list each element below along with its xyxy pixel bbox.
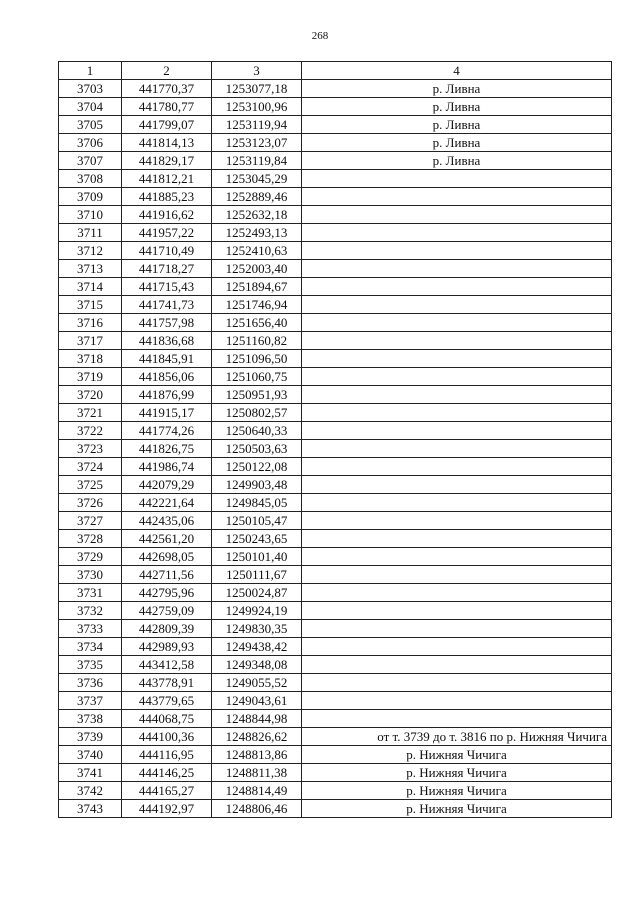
point-number-cell: 3718 bbox=[59, 350, 122, 368]
table-row bbox=[59, 80, 612, 98]
y-coordinate-cell: 1249830,35 bbox=[212, 620, 302, 638]
y-coordinate-cell: 1250243,65 bbox=[212, 530, 302, 548]
y-coordinate-cell: 1253045,29 bbox=[212, 170, 302, 188]
x-coordinate-cell: 441757,98 bbox=[122, 314, 212, 332]
y-coordinate-cell: 1248806,46 bbox=[212, 800, 302, 818]
table-row bbox=[59, 782, 612, 800]
table-row bbox=[59, 224, 612, 242]
y-coordinate-cell: 1253119,94 bbox=[212, 116, 302, 134]
x-coordinate-cell: 444116,95 bbox=[122, 746, 212, 764]
x-coordinate-cell: 441710,49 bbox=[122, 242, 212, 260]
y-coordinate-cell: 1253077,18 bbox=[212, 80, 302, 98]
x-coordinate-cell: 444068,75 bbox=[122, 710, 212, 728]
point-number-cell: 3719 bbox=[59, 368, 122, 386]
description-cell bbox=[302, 404, 612, 422]
table-row bbox=[59, 170, 612, 188]
x-coordinate-cell: 441741,73 bbox=[122, 296, 212, 314]
y-coordinate-cell: 1250111,67 bbox=[212, 566, 302, 584]
description-cell bbox=[302, 314, 612, 332]
description-cell bbox=[302, 440, 612, 458]
x-coordinate-cell: 441836,68 bbox=[122, 332, 212, 350]
y-coordinate-cell: 1252632,18 bbox=[212, 206, 302, 224]
x-coordinate-cell: 444146,25 bbox=[122, 764, 212, 782]
x-coordinate-cell: 442561,20 bbox=[122, 530, 212, 548]
point-number-cell: 3704 bbox=[59, 98, 122, 116]
point-number-cell: 3726 bbox=[59, 494, 122, 512]
point-number-cell: 3713 bbox=[59, 260, 122, 278]
x-coordinate-cell: 441814,13 bbox=[122, 134, 212, 152]
table-row bbox=[59, 710, 612, 728]
table-row bbox=[59, 296, 612, 314]
y-coordinate-cell: 1251060,75 bbox=[212, 368, 302, 386]
x-coordinate-cell: 441774,26 bbox=[122, 422, 212, 440]
table-row bbox=[59, 206, 612, 224]
table-body bbox=[59, 80, 612, 818]
table-row bbox=[59, 368, 612, 386]
table-row bbox=[59, 800, 612, 818]
x-coordinate-cell: 442989,93 bbox=[122, 638, 212, 656]
description-cell bbox=[302, 656, 612, 674]
point-number-cell: 3712 bbox=[59, 242, 122, 260]
point-number-cell: 3731 bbox=[59, 584, 122, 602]
point-number-cell: 3707 bbox=[59, 152, 122, 170]
table-row bbox=[59, 440, 612, 458]
point-number-cell: 3740 bbox=[59, 746, 122, 764]
description-cell bbox=[302, 476, 612, 494]
table-row bbox=[59, 728, 612, 746]
table-row bbox=[59, 692, 612, 710]
y-coordinate-cell: 1252003,40 bbox=[212, 260, 302, 278]
y-coordinate-cell: 1251894,67 bbox=[212, 278, 302, 296]
point-number-cell: 3735 bbox=[59, 656, 122, 674]
point-number-cell: 3721 bbox=[59, 404, 122, 422]
x-coordinate-cell: 443412,58 bbox=[122, 656, 212, 674]
column-header-4: 4 bbox=[302, 62, 612, 80]
table-row bbox=[59, 476, 612, 494]
y-coordinate-cell: 1250640,33 bbox=[212, 422, 302, 440]
description-cell bbox=[302, 602, 612, 620]
y-coordinate-cell: 1253123,07 bbox=[212, 134, 302, 152]
description-cell bbox=[302, 692, 612, 710]
x-coordinate-cell: 443778,91 bbox=[122, 674, 212, 692]
table-row bbox=[59, 278, 612, 296]
table-row bbox=[59, 98, 612, 116]
description-cell: р. Нижняя Чичига bbox=[302, 764, 612, 782]
y-coordinate-cell: 1248826,62 bbox=[212, 728, 302, 746]
x-coordinate-cell: 444192,97 bbox=[122, 800, 212, 818]
table-row bbox=[59, 764, 612, 782]
description-cell: от т. 3739 до т. 3816 по р. Нижняя Чичига bbox=[302, 728, 612, 746]
y-coordinate-cell: 1251096,50 bbox=[212, 350, 302, 368]
point-number-cell: 3732 bbox=[59, 602, 122, 620]
table-row bbox=[59, 386, 612, 404]
description-cell bbox=[302, 242, 612, 260]
x-coordinate-cell: 442809,39 bbox=[122, 620, 212, 638]
y-coordinate-cell: 1249348,08 bbox=[212, 656, 302, 674]
table-row bbox=[59, 116, 612, 134]
y-coordinate-cell: 1250101,40 bbox=[212, 548, 302, 566]
point-number-cell: 3743 bbox=[59, 800, 122, 818]
description-cell bbox=[302, 548, 612, 566]
point-number-cell: 3729 bbox=[59, 548, 122, 566]
y-coordinate-cell: 1248811,38 bbox=[212, 764, 302, 782]
table-row bbox=[59, 314, 612, 332]
x-coordinate-cell: 441885,23 bbox=[122, 188, 212, 206]
x-coordinate-cell: 441957,22 bbox=[122, 224, 212, 242]
description-cell bbox=[302, 530, 612, 548]
x-coordinate-cell: 442435,06 bbox=[122, 512, 212, 530]
description-cell bbox=[302, 674, 612, 692]
table-row bbox=[59, 350, 612, 368]
x-coordinate-cell: 443779,65 bbox=[122, 692, 212, 710]
description-cell bbox=[302, 422, 612, 440]
description-cell bbox=[302, 512, 612, 530]
point-number-cell: 3714 bbox=[59, 278, 122, 296]
y-coordinate-cell: 1249043,61 bbox=[212, 692, 302, 710]
description-cell: р. Нижняя Чичига bbox=[302, 800, 612, 818]
coordinates-table bbox=[58, 61, 612, 818]
point-number-cell: 3724 bbox=[59, 458, 122, 476]
description-cell: р. Ливна bbox=[302, 152, 612, 170]
x-coordinate-cell: 441856,06 bbox=[122, 368, 212, 386]
table-row bbox=[59, 746, 612, 764]
table-row bbox=[59, 548, 612, 566]
x-coordinate-cell: 442759,09 bbox=[122, 602, 212, 620]
description-cell: р. Ливна bbox=[302, 116, 612, 134]
description-cell: р. Ливна bbox=[302, 98, 612, 116]
table-row bbox=[59, 584, 612, 602]
description-cell bbox=[302, 494, 612, 512]
y-coordinate-cell: 1250122,08 bbox=[212, 458, 302, 476]
description-cell bbox=[302, 170, 612, 188]
table-row bbox=[59, 656, 612, 674]
x-coordinate-cell: 441986,74 bbox=[122, 458, 212, 476]
description-cell bbox=[302, 260, 612, 278]
y-coordinate-cell: 1253100,96 bbox=[212, 98, 302, 116]
table-row bbox=[59, 566, 612, 584]
point-number-cell: 3717 bbox=[59, 332, 122, 350]
table-row bbox=[59, 458, 612, 476]
y-coordinate-cell: 1250802,57 bbox=[212, 404, 302, 422]
table-row bbox=[59, 620, 612, 638]
description-cell bbox=[302, 566, 612, 584]
table-row bbox=[59, 512, 612, 530]
point-number-cell: 3715 bbox=[59, 296, 122, 314]
y-coordinate-cell: 1250503,63 bbox=[212, 440, 302, 458]
point-number-cell: 3722 bbox=[59, 422, 122, 440]
table-row bbox=[59, 188, 612, 206]
table-row bbox=[59, 674, 612, 692]
description-cell: р. Нижняя Чичига bbox=[302, 746, 612, 764]
x-coordinate-cell: 441845,91 bbox=[122, 350, 212, 368]
description-cell bbox=[302, 206, 612, 224]
y-coordinate-cell: 1253119,84 bbox=[212, 152, 302, 170]
description-cell bbox=[302, 458, 612, 476]
y-coordinate-cell: 1251746,94 bbox=[212, 296, 302, 314]
point-number-cell: 3708 bbox=[59, 170, 122, 188]
x-coordinate-cell: 441812,21 bbox=[122, 170, 212, 188]
x-coordinate-cell: 441715,43 bbox=[122, 278, 212, 296]
x-coordinate-cell: 442698,05 bbox=[122, 548, 212, 566]
y-coordinate-cell: 1251160,82 bbox=[212, 332, 302, 350]
y-coordinate-cell: 1249438,42 bbox=[212, 638, 302, 656]
column-header-1: 1 bbox=[59, 62, 122, 80]
y-coordinate-cell: 1249055,52 bbox=[212, 674, 302, 692]
point-number-cell: 3728 bbox=[59, 530, 122, 548]
description-cell bbox=[302, 350, 612, 368]
point-number-cell: 3710 bbox=[59, 206, 122, 224]
table-header-row bbox=[59, 62, 612, 80]
table-row bbox=[59, 332, 612, 350]
description-cell bbox=[302, 278, 612, 296]
point-number-cell: 3716 bbox=[59, 314, 122, 332]
point-number-cell: 3711 bbox=[59, 224, 122, 242]
y-coordinate-cell: 1252493,13 bbox=[212, 224, 302, 242]
description-cell: р. Ливна bbox=[302, 80, 612, 98]
point-number-cell: 3709 bbox=[59, 188, 122, 206]
page-number: 268 bbox=[311, 30, 329, 42]
point-number-cell: 3734 bbox=[59, 638, 122, 656]
table-row bbox=[59, 404, 612, 422]
x-coordinate-cell: 441718,27 bbox=[122, 260, 212, 278]
point-number-cell: 3703 bbox=[59, 80, 122, 98]
description-cell: р. Ливна bbox=[302, 134, 612, 152]
x-coordinate-cell: 441916,62 bbox=[122, 206, 212, 224]
x-coordinate-cell: 442221,64 bbox=[122, 494, 212, 512]
point-number-cell: 3720 bbox=[59, 386, 122, 404]
x-coordinate-cell: 441770,37 bbox=[122, 80, 212, 98]
point-number-cell: 3739 bbox=[59, 728, 122, 746]
description-cell bbox=[302, 386, 612, 404]
point-number-cell: 3725 bbox=[59, 476, 122, 494]
x-coordinate-cell: 444165,27 bbox=[122, 782, 212, 800]
table-row bbox=[59, 134, 612, 152]
table-row bbox=[59, 494, 612, 512]
x-coordinate-cell: 441829,17 bbox=[122, 152, 212, 170]
x-coordinate-cell: 441826,75 bbox=[122, 440, 212, 458]
y-coordinate-cell: 1250024,87 bbox=[212, 584, 302, 602]
table-row bbox=[59, 242, 612, 260]
x-coordinate-cell: 441915,17 bbox=[122, 404, 212, 422]
description-cell bbox=[302, 620, 612, 638]
description-cell bbox=[302, 296, 612, 314]
point-number-cell: 3737 bbox=[59, 692, 122, 710]
y-coordinate-cell: 1252889,46 bbox=[212, 188, 302, 206]
description-cell bbox=[302, 710, 612, 728]
point-number-cell: 3736 bbox=[59, 674, 122, 692]
description-cell bbox=[302, 368, 612, 386]
y-coordinate-cell: 1249903,48 bbox=[212, 476, 302, 494]
y-coordinate-cell: 1250951,93 bbox=[212, 386, 302, 404]
x-coordinate-cell: 444100,36 bbox=[122, 728, 212, 746]
x-coordinate-cell: 441780,77 bbox=[122, 98, 212, 116]
x-coordinate-cell: 441876,99 bbox=[122, 386, 212, 404]
y-coordinate-cell: 1248814,49 bbox=[212, 782, 302, 800]
point-number-cell: 3741 bbox=[59, 764, 122, 782]
x-coordinate-cell: 441799,07 bbox=[122, 116, 212, 134]
y-coordinate-cell: 1252410,63 bbox=[212, 242, 302, 260]
point-number-cell: 3723 bbox=[59, 440, 122, 458]
table-row bbox=[59, 530, 612, 548]
point-number-cell: 3705 bbox=[59, 116, 122, 134]
point-number-cell: 3706 bbox=[59, 134, 122, 152]
point-number-cell: 3738 bbox=[59, 710, 122, 728]
description-cell bbox=[302, 638, 612, 656]
table-row bbox=[59, 638, 612, 656]
table-row bbox=[59, 602, 612, 620]
y-coordinate-cell: 1248844,98 bbox=[212, 710, 302, 728]
x-coordinate-cell: 442711,56 bbox=[122, 566, 212, 584]
x-coordinate-cell: 442795,96 bbox=[122, 584, 212, 602]
column-header-2: 2 bbox=[122, 62, 212, 80]
y-coordinate-cell: 1249924,19 bbox=[212, 602, 302, 620]
y-coordinate-cell: 1248813,86 bbox=[212, 746, 302, 764]
description-cell bbox=[302, 332, 612, 350]
description-cell bbox=[302, 188, 612, 206]
column-header-3: 3 bbox=[212, 62, 302, 80]
description-cell bbox=[302, 584, 612, 602]
point-number-cell: 3742 bbox=[59, 782, 122, 800]
point-number-cell: 3733 bbox=[59, 620, 122, 638]
table-row bbox=[59, 422, 612, 440]
y-coordinate-cell: 1250105,47 bbox=[212, 512, 302, 530]
point-number-cell: 3730 bbox=[59, 566, 122, 584]
y-coordinate-cell: 1249845,05 bbox=[212, 494, 302, 512]
x-coordinate-cell: 442079,29 bbox=[122, 476, 212, 494]
point-number-cell: 3727 bbox=[59, 512, 122, 530]
table-row bbox=[59, 152, 612, 170]
description-cell: р. Нижняя Чичига bbox=[302, 782, 612, 800]
y-coordinate-cell: 1251656,40 bbox=[212, 314, 302, 332]
description-cell bbox=[302, 224, 612, 242]
table-row bbox=[59, 260, 612, 278]
